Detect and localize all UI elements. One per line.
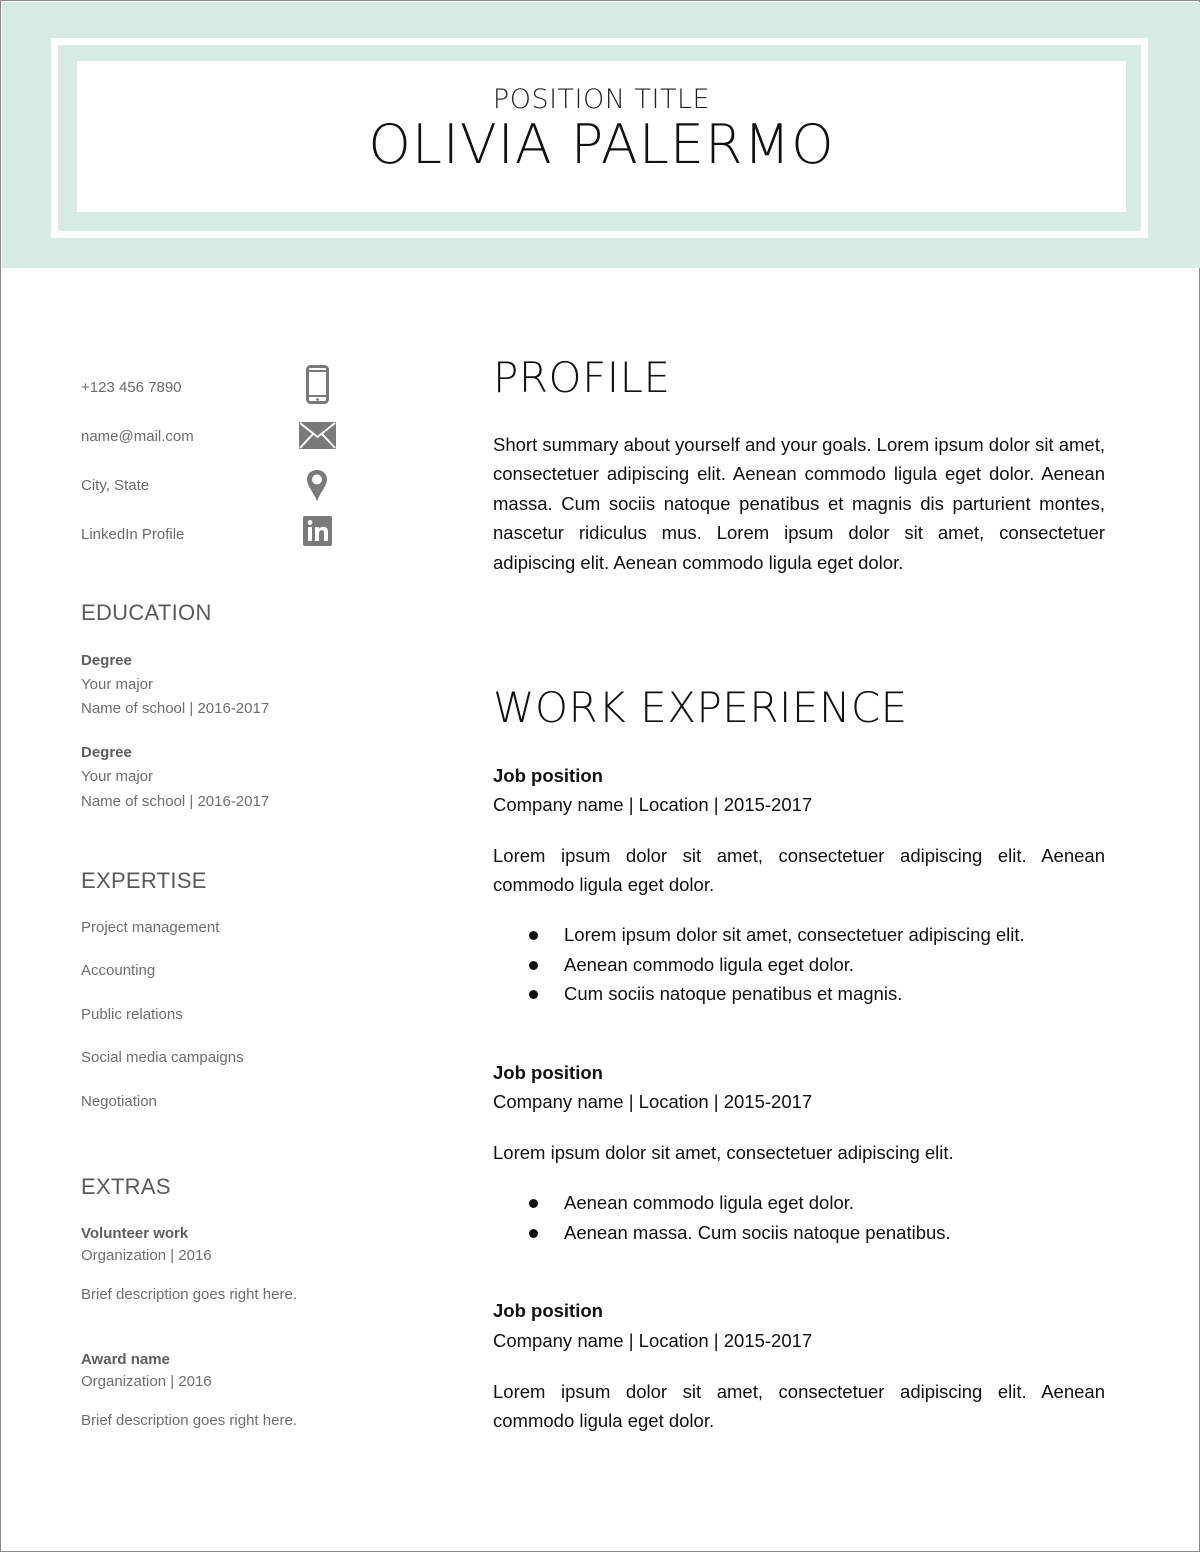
job-description: Lorem ipsum dolor sit amet, consectetuer adipiscing elit. Aenean commodo ligula eget dolor. [493,1381,1105,1432]
bullet-dot [529,1199,538,1208]
map-pin-icon [306,469,328,502]
job-title: Job position [493,1300,603,1321]
job-description: Lorem ipsum dolor sit amet, consectetuer adipiscing elit. [493,1142,954,1163]
bullet-item: Aenean commodo ligula eget dolor. [529,950,1025,980]
expertise-item: Social media campaigns [81,1049,244,1066]
expertise-item: Project management [81,919,220,936]
linkedin-text: LinkedIn Profile [81,526,185,543]
education-school: Name of school | 2016-2017 [81,700,270,717]
extras-heading: EXTRAS [81,1174,171,1199]
bullet-dot [529,1229,538,1238]
phone-text: +123 456 7890 [81,379,182,396]
extras-org: Organization | 2016 [81,1247,212,1264]
job-meta: Company name | Location | 2015-2017 [493,1091,813,1112]
contact-phone [81,378,341,418]
bullet-dot [529,961,538,970]
job-title: Job position [493,765,603,786]
extras-title: Award name [81,1351,170,1368]
education-major: Your major [81,768,153,785]
profile-heading: PROFILE [493,353,671,402]
expertise-item: Accounting [81,962,156,979]
work-experience-heading: WORK EXPERIENCE [493,683,908,732]
job-description: Lorem ipsum dolor sit amet, consectetuer adipiscing elit. Aenean commodo ligula eget dolor. [493,845,1105,896]
extras-description: Brief description goes right here. [81,1412,297,1429]
expertise-item: Negotiation [81,1093,157,1110]
bullet-item: Lorem ipsum dolor sit amet, consectetuer adipiscing elit. [529,920,1025,950]
bullet-item: Aenean commodo ligula eget dolor. [529,1188,951,1218]
bullet-dot [529,931,538,940]
contact-linkedin [81,525,341,565]
envelope-icon [299,422,336,449]
header-title-box [77,61,1126,212]
phone-icon [306,365,329,404]
expertise-heading: EXPERTISE [81,868,207,893]
education-major: Your major [81,676,153,693]
job-bullets [529,1188,951,1247]
linkedin-icon [303,516,332,546]
extras-title: Volunteer work [81,1225,189,1242]
position-title: POSITION TITLE [492,84,711,115]
location-text: City, State [81,477,150,494]
job-meta: Company name | Location | 2015-2017 [493,1330,813,1351]
bullet-item: Cum sociis natoque penatibus et magnis. [529,979,1025,1009]
email-text: name@mail.com [81,428,194,445]
education-heading: EDUCATION [81,600,212,625]
extras-org: Organization | 2016 [81,1373,212,1390]
bullet-dot [529,990,538,999]
bullet-item: Aenean massa. Cum sociis natoque penatibus. [529,1218,951,1248]
extras-description: Brief description goes right here. [81,1286,297,1303]
job-title: Job position [493,1062,603,1083]
profile-summary: Short summary about yourself and your goals. Lorem ipsum dolor sit amet, consectetuer adipiscing elit. Aenean commodo ligula eget dolor. Aenean massa. Cum sociis natoque penatibus et magnis dis parturient montes, nascetur ridiculus mus. Lorem ipsum dolor sit amet, consectetuer adipiscing elit. Aenean commodo ligula eget dolor. [493,434,1105,573]
expertise-item: Public relations [81,1006,183,1023]
contact-location [81,476,341,516]
education-degree: Degree [81,652,132,669]
education-degree: Degree [81,744,132,761]
job-meta: Company name | Location | 2015-2017 [493,794,813,815]
job-bullets [529,920,1025,1009]
education-school: Name of school | 2016-2017 [81,793,270,810]
candidate-name: OLIVIA PALERMO [368,113,835,176]
